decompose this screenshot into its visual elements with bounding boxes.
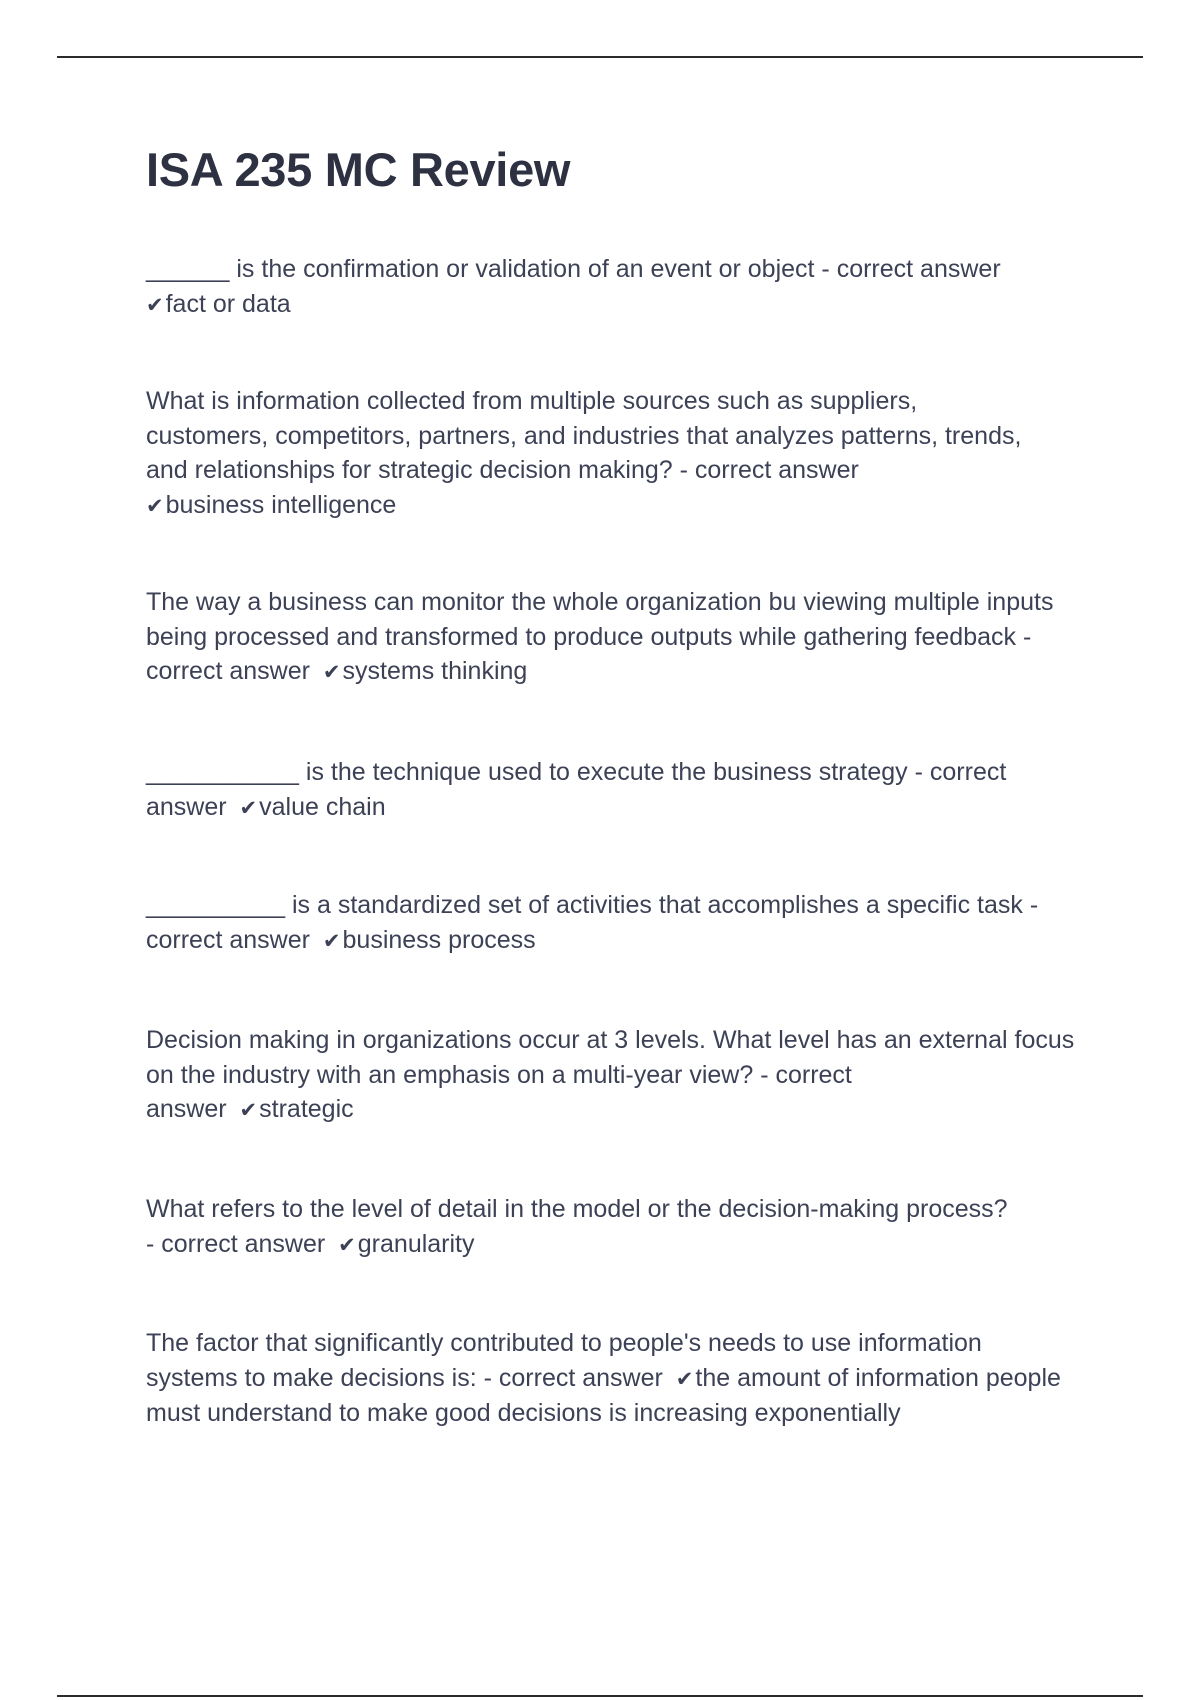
checkmark-icon: ✔ <box>146 292 164 317</box>
answer-text: business intelligence <box>165 490 397 519</box>
answer-label: - correct answer <box>672 456 859 484</box>
answer-text: granularity <box>357 1229 475 1258</box>
qa-item-5 <box>146 888 1066 958</box>
question-text: What refers to the level of detail in the model or the decision-making process? <box>146 1195 1008 1223</box>
answer-label: - correct answer <box>146 891 1039 954</box>
answer-label: - correct answer <box>146 1229 326 1258</box>
checkmark-icon: ✔ <box>322 660 341 684</box>
checkmark-icon: ✔ <box>146 493 164 518</box>
question-text: What is information collected from multiple sources such as suppliers, customers, competitors, partners, and industries that analyzes patterns, trends, and relationships for strategic decision making? <box>146 387 1022 484</box>
qa-item-6: Decision making in organizations occur at 3 levels. What level has an external focus on the industry with an emphasis on a multi-year view? - correct answer ✔strategic <box>146 1026 1075 1123</box>
checkmark-icon: ✔ <box>322 928 341 953</box>
answer-label: answer <box>146 1095 227 1123</box>
qa-item-1 <box>146 252 1086 322</box>
checkmark-icon: ✔ <box>338 1232 356 1257</box>
document-title: ISA 235 MC Review <box>146 143 571 196</box>
answer-label: - correct answer <box>814 255 1001 283</box>
answer-text: fact or data <box>165 289 291 318</box>
document-page <box>146 140 1086 1427</box>
answer-label: answer <box>146 792 227 821</box>
answer-text: the amount of information people must understand to make good decisions is increasing exponentially <box>146 1363 1061 1427</box>
checkmark-icon: ✔ <box>239 795 258 820</box>
checkmark-icon: ✔ <box>239 1098 258 1122</box>
checkmark-icon: ✔ <box>675 1366 694 1391</box>
qa-item-4: ___________ is the technique used to execute the business strategy - correct answer ✔value chain <box>146 758 1007 821</box>
qa-item-7 <box>146 1192 1101 1262</box>
qa-item-2 <box>146 384 1026 523</box>
question-text: __________ is a standardized set of activities that accomplishes a specific task <box>146 891 1023 919</box>
answer-text: strategic <box>259 1095 354 1123</box>
qa-item-8 <box>146 1326 1076 1431</box>
bottom-rule <box>57 1695 1143 1697</box>
question-text: The factor that significantly contributed to people's needs to use information systems to make decisions is: <box>146 1329 982 1392</box>
question-text: ______ is the confirmation or validation of an event or object <box>146 255 815 283</box>
answer-text: value chain <box>259 792 386 821</box>
top-rule <box>57 56 1143 58</box>
answer-text: systems thinking <box>342 657 528 685</box>
qa-item-3 <box>146 585 1081 690</box>
question-text: ___________ is the technique used to execute the business strategy <box>146 758 908 786</box>
question-text: The way a business can monitor the whole organization bu viewing multiple inputs being processed and transformed to produce outputs while gathering feedback <box>146 588 1054 651</box>
answer-label: - correct answer <box>146 622 1032 685</box>
question-text: Decision making in organizations occur at 3 levels. What level has an external focus on the industry with an emphasis on a multi-year view? <box>146 1026 1075 1089</box>
answer-label: - correct answer <box>476 1363 663 1392</box>
answer-text: business process <box>342 925 536 954</box>
